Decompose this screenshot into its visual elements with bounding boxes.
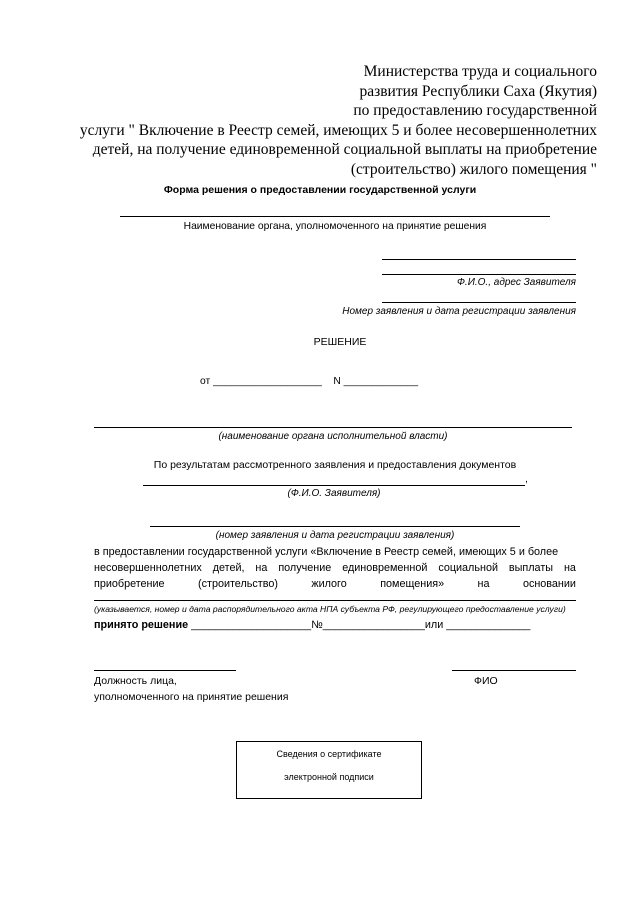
or-label: или bbox=[424, 619, 444, 631]
comma-mark: , bbox=[525, 473, 528, 485]
header-line-2: развития Республики Саха (Якутия) bbox=[359, 82, 597, 100]
application-line bbox=[382, 302, 576, 303]
position-line bbox=[94, 670, 236, 671]
applicant-line-1 bbox=[382, 259, 576, 260]
word: основании bbox=[522, 578, 576, 590]
applicant-fio-line bbox=[143, 485, 525, 486]
word: выплаты bbox=[508, 562, 554, 574]
number-sign: № bbox=[311, 619, 323, 631]
word: единовременной bbox=[342, 562, 428, 574]
date-number-line bbox=[200, 376, 418, 387]
header-line-1: Министерства труда и социального bbox=[363, 63, 597, 80]
app-number-line bbox=[150, 526, 520, 527]
decision-line bbox=[94, 619, 530, 631]
word: приобретение bbox=[94, 578, 165, 590]
decision-title: РЕШЕНИЕ bbox=[313, 336, 367, 348]
decision-blank-3: ______________ bbox=[446, 619, 531, 631]
results-text: По результатам рассмотренного заявления и предоставления документов bbox=[153, 459, 517, 471]
exec-organ-caption: (наименование органа исполнительной власти) bbox=[218, 431, 448, 442]
word: получение bbox=[278, 562, 332, 574]
organ-caption: Наименование органа, уполномоченного на принятие решения bbox=[183, 221, 487, 232]
header-line-3: по предоставлению государственной bbox=[353, 102, 597, 119]
app-number-caption: (номер заявления и дата регистрации заявления) bbox=[215, 530, 455, 541]
word: несовершеннолетних bbox=[94, 562, 202, 574]
act-caption: (указывается, номер и дата распорядительного акта НПА субъекта РФ, регулирующего предоставление услуги) bbox=[94, 604, 566, 614]
word: детей, bbox=[212, 562, 245, 574]
decision-label: принято решение bbox=[94, 619, 189, 631]
word: на bbox=[563, 562, 576, 574]
decision-blank-1: ____________________ bbox=[191, 619, 312, 631]
word: на bbox=[477, 578, 490, 590]
application-caption: Номер заявления и дата регистрации заявления bbox=[342, 306, 576, 317]
position-label-2: уполномоченного на принятие решения bbox=[94, 691, 289, 703]
word: помещения» bbox=[380, 578, 445, 590]
organ-name-line bbox=[120, 216, 550, 217]
body-line-2 bbox=[94, 562, 576, 574]
date-from-label: от bbox=[200, 376, 211, 387]
certificate-line-2: электронной подписи bbox=[284, 772, 374, 782]
date-from-blank: ___________________ bbox=[213, 376, 322, 387]
body-line-3 bbox=[94, 578, 576, 590]
fio-label: ФИО bbox=[474, 675, 498, 687]
word: жилого bbox=[311, 578, 347, 590]
applicant-fio-caption: (Ф.И.О. Заявителя) bbox=[287, 488, 381, 499]
addressee-header bbox=[37, 62, 597, 179]
exec-organ-line bbox=[94, 427, 572, 428]
header-line-5: детей, на получение единовременной социальной выплаты на приобретение bbox=[92, 141, 597, 158]
word: социальной bbox=[438, 562, 498, 574]
certificate-line-1: Сведения о сертификате bbox=[276, 749, 382, 759]
word: на bbox=[255, 562, 268, 574]
fio-line bbox=[452, 670, 576, 671]
position-label-1: Должность лица, bbox=[94, 675, 177, 687]
applicant-caption: Ф.И.О., адрес Заявителя bbox=[456, 277, 576, 288]
number-label: N bbox=[333, 376, 341, 387]
act-line bbox=[94, 600, 576, 601]
body-line-1: в предоставлении государственной услуги «Включение в Реестр семей, имеющих 5 и более bbox=[94, 546, 559, 558]
header-line-6: (строительство) жилого помещения " bbox=[350, 160, 597, 178]
decision-blank-2: _________________ bbox=[322, 619, 425, 631]
certificate-box bbox=[236, 741, 422, 799]
applicant-line-2 bbox=[382, 274, 576, 275]
header-line-4: услуги " Включение в Реестр семей, имеющих 5 и более несовершеннолетних bbox=[79, 121, 597, 139]
form-title: Форма решения о предоставлении государственной услуги bbox=[163, 184, 477, 196]
number-blank: _____________ bbox=[343, 376, 419, 387]
word: (строительство) bbox=[198, 578, 278, 590]
